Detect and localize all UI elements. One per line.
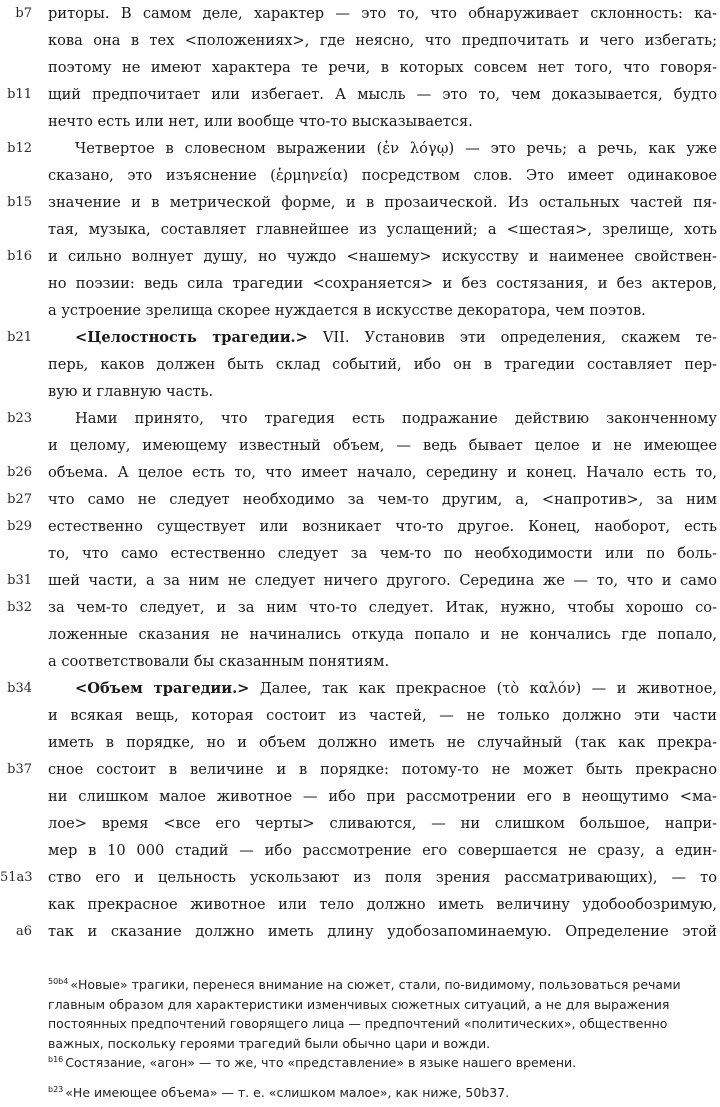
text-line [0, 108, 720, 136]
margin-marker: a6 [15, 924, 32, 939]
section-heading-integrity: <Целостность трагедии.> [75, 329, 308, 346]
line-text: щий предпочитает или избегает. А мысль — это то, чем доказывается, будто [48, 86, 717, 103]
margin-marker: b12 [7, 141, 32, 156]
line-text: шей части, а за ним не следует ничего другого. Середина же — то, что и само [48, 572, 717, 589]
line-text: а устроение зрелища скорее нуждается в искусстве декоратора, чем поэтов. [48, 302, 646, 319]
line-text: вую и главную часть. [48, 383, 214, 400]
text-line [0, 675, 720, 703]
margin-marker: 51a3 [0, 870, 33, 885]
text-line [0, 216, 720, 244]
line-text: Нами принято, что трагедия есть подражание действию законченному [75, 410, 717, 427]
text-line [0, 243, 720, 271]
line-text: ни слишком малое животное — ибо при рассмотрении его в неощутимо <ма- [48, 788, 717, 805]
text-line [0, 891, 720, 919]
text-line [0, 513, 720, 541]
footnote-ref: b16 [48, 1055, 64, 1064]
line-text: мер в 10 000 стадий — ибо рассмотрение его совершается не сразу, а един- [48, 842, 717, 859]
margin-marker: b21 [7, 330, 32, 345]
text-line [0, 729, 720, 757]
line-text: кова она в тех <положениях>, где неясно, что предпочитать и чего избегать; [48, 32, 717, 49]
line-text: так и сказание должно иметь длину удобозапоминаемую. Определение этой [48, 923, 717, 940]
margin-marker: b16 [7, 249, 32, 264]
text-line [0, 648, 720, 676]
text-line [0, 54, 720, 82]
line-text: естественно существует или возникает что-то другое. Конец, наоборот, есть [48, 518, 717, 535]
line-text [75, 324, 717, 352]
footnote-ref: 50b4 [48, 977, 69, 986]
footnote [48, 1050, 717, 1073]
section-heading-volume: <Объем трагедии.> [75, 680, 250, 697]
margin-marker: b15 [7, 195, 32, 210]
margin-marker: b27 [7, 492, 32, 507]
text-line [0, 162, 720, 190]
text-line [0, 837, 720, 865]
line-text-rest: Далее, так как прекрасное (τὸ καλόν) — и животное, [249, 680, 717, 697]
text-line [0, 189, 720, 217]
line-text: ство его и цельность ускользают из поля зрения рассматривающих), — то [48, 869, 717, 886]
footnote-text: «Новые» трагики, перенеся внимание на сюжет, стали, по-видимому, пользоваться речами главным образом для характеристики изменчивых сюжетных ситуаций, а не для выражения постоянных предпочтений говорящего лица — предпочтений «политических», общественно важных, поскольку героями трагедий были обычно цари и вожди. [48, 977, 681, 1051]
text-line [0, 297, 720, 325]
margin-marker: b37 [7, 762, 32, 777]
line-text: иметь в порядке, но и объем должно иметь не случайный (так как прекра- [48, 734, 717, 751]
line-text: риторы. В самом деле, характер — это то, что обнаруживает склонность: ка- [48, 5, 717, 22]
text-line [0, 540, 720, 568]
text-line [0, 324, 720, 352]
text-line [0, 378, 720, 406]
line-text: ложенные сказания не начинались откуда попало и не кончались где попало, [48, 626, 717, 643]
margin-marker: b34 [7, 681, 32, 696]
line-text: объема. А целое есть то, что имеет начало, середину и конец. Начало есть то, [48, 464, 717, 481]
text-line [0, 405, 720, 433]
line-text: сное состоит в величине и в порядке: потому-то не может быть прекрасно [48, 761, 717, 778]
line-text: Четвертое в словесном выражении (ἐν λόγῳ) — это речь; а речь, как уже [75, 140, 717, 157]
line-text: а соответствовали бы сказанным понятиям. [48, 653, 390, 670]
margin-marker: b29 [7, 519, 32, 534]
line-text: за чем-то следует, и за ним что-то следует. Итак, нужно, чтобы хорошо со- [48, 599, 717, 616]
text-line [0, 567, 720, 595]
line-text: тая, музыка, составляет главнейшее из услащений; а <шестая>, зрелище, хоть [48, 221, 717, 238]
text-line [0, 135, 720, 163]
text-line [0, 702, 720, 730]
line-text: сказано, это изъяснение (ἑρμηνεία) посредством слов. Это имеет одинаковое [48, 167, 717, 184]
line-text-rest: VII. Установив эти определения, скажем те- [307, 329, 717, 346]
text-line [0, 27, 720, 55]
margin-marker: b31 [7, 573, 32, 588]
line-text: что само не следует необходимо за чем-то другим, а, <напротив>, за ним [48, 491, 717, 508]
text-line [0, 486, 720, 514]
text-line [0, 0, 720, 28]
text-line [0, 594, 720, 622]
text-line [0, 432, 720, 460]
margin-marker: b23 [7, 411, 32, 426]
footnote [48, 1080, 717, 1103]
footnote-text: Состязание, «агон» — то же, что «представление» в языке нашего времени. [65, 1055, 577, 1070]
line-text: и сильно волнует душу, но чуждо <нашему> искусству и наименее свойствен- [48, 248, 717, 265]
line-text: то, что само естественно следует за чем-то по необходимости или по боль- [48, 545, 717, 562]
text-line [0, 351, 720, 379]
text-line [0, 864, 720, 892]
line-text: но поэзии: ведь сила трагедии <сохраняется> и без состязания, и без актеров, [48, 275, 717, 292]
footnote-ref: b23 [48, 1085, 64, 1094]
text-line [0, 783, 720, 811]
text-line [0, 459, 720, 487]
footnote-text: «Не имеющее объема» — т. е. «слишком малое», как ниже, 50b37. [65, 1085, 510, 1100]
line-text [75, 675, 717, 703]
line-text: и целому, имеющему известный объем, — ведь бывает целое и не имеющее [48, 437, 717, 454]
text-line [0, 810, 720, 838]
text-line [0, 621, 720, 649]
footnote [48, 972, 717, 1053]
line-text: как прекрасное животное или тело должно иметь величину удобообозримую, [48, 896, 717, 913]
text-line [0, 270, 720, 298]
line-text: поэтому не имеют характера те речи, в которых совсем нет того, что говоря- [48, 59, 717, 76]
line-text: лое> время <все его черты> сливаются, — ни слишком большое, напри- [48, 815, 717, 832]
margin-marker: b32 [7, 600, 32, 615]
line-text: значение и в метрической форме, и в прозаической. Из остальных частей пя- [48, 194, 717, 211]
text-line [0, 918, 720, 946]
line-text: нечто есть или нет, или вообще что-то высказывается. [48, 113, 473, 130]
margin-marker: b7 [15, 6, 32, 21]
line-text: и всякая вещь, которая состоит из частей, — не только должно эти части [48, 707, 717, 724]
margin-marker: b11 [7, 87, 32, 102]
text-line [0, 756, 720, 784]
text-line [0, 81, 720, 109]
margin-marker: b26 [7, 465, 32, 480]
line-text: перь, каков должен быть склад событий, ибо он в трагедии составляет пер- [48, 356, 717, 373]
